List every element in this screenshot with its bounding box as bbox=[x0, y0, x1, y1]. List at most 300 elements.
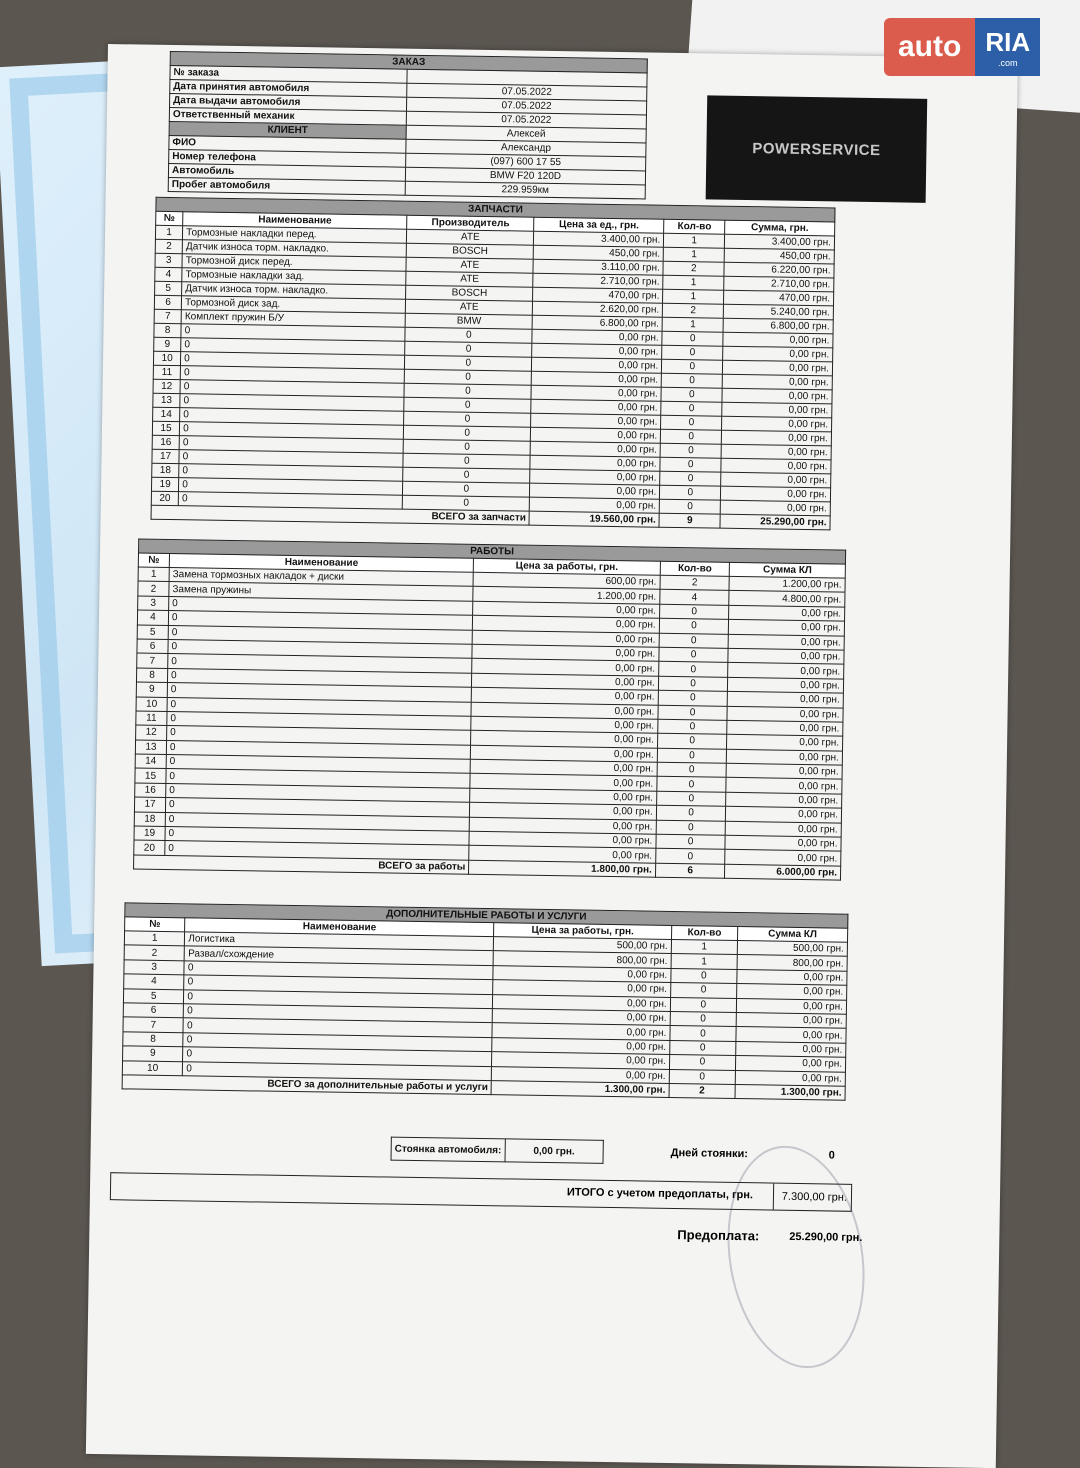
table-cell: ATE bbox=[406, 271, 533, 287]
table-cell: 0 bbox=[403, 481, 530, 497]
table-cell: 5.240,00 грн. bbox=[724, 304, 834, 320]
table-cell: ATE bbox=[406, 299, 533, 315]
table-cell: 0 bbox=[404, 411, 531, 427]
table-cell: 500,00 грн. bbox=[494, 937, 672, 954]
table-cell: 0 bbox=[180, 380, 404, 398]
table-cell: 5 bbox=[137, 625, 168, 640]
table-cell: 0 bbox=[656, 820, 726, 835]
table-cell: 0,00 грн. bbox=[470, 788, 657, 805]
table-cell: 0 bbox=[661, 429, 722, 444]
prepay-label: Предоплата: bbox=[677, 1227, 760, 1244]
extra-total-label: ВСЕГО за дополнительные работы и услуги bbox=[122, 1075, 492, 1095]
table-cell: 0,00 грн. bbox=[722, 374, 832, 390]
table-cell: 5 bbox=[123, 988, 184, 1003]
col-header: Кол-во bbox=[660, 561, 730, 576]
mechanic-name: Алексей bbox=[406, 125, 646, 143]
table-cell: 0 bbox=[670, 1011, 736, 1026]
col-header: Наименование bbox=[183, 212, 407, 230]
table-cell: 0,00 грн. bbox=[728, 691, 844, 707]
table-cell: 1 bbox=[663, 247, 724, 262]
table-cell: 0,00 грн. bbox=[728, 663, 844, 679]
table-cell: 0 bbox=[659, 499, 720, 514]
table-cell: 0 bbox=[662, 345, 723, 360]
client-label: Пробег автомобиля bbox=[168, 177, 405, 195]
table-cell: 0,00 грн. bbox=[471, 745, 658, 762]
table-cell: 19 bbox=[151, 477, 178, 491]
watermark-ria-sub: .com bbox=[997, 57, 1018, 68]
col-header: Цена за работы, грн. bbox=[474, 558, 661, 575]
table-cell: 0 bbox=[661, 387, 722, 402]
table-cell: 0 bbox=[167, 711, 472, 730]
client-label: Автомобиль bbox=[168, 163, 405, 181]
col-header: Цена за ед., грн. bbox=[534, 217, 664, 233]
table-cell: 0 bbox=[179, 450, 403, 468]
works-total-price: 1.800,00 грн. bbox=[469, 860, 656, 877]
table-cell: 0,00 грн. bbox=[721, 444, 831, 460]
table-cell: 0,00 грн. bbox=[473, 601, 660, 618]
table-cell: 16 bbox=[135, 783, 166, 798]
client-label: ФИО bbox=[169, 135, 406, 153]
table-cell: 0 bbox=[669, 1055, 735, 1070]
powerservice-logo: POWERSERVICE bbox=[706, 95, 928, 202]
watermark-ria-text: RIA bbox=[985, 26, 1031, 57]
table-cell: 0,00 грн. bbox=[721, 486, 831, 502]
table-cell: 0,00 грн. bbox=[469, 831, 656, 848]
table-cell: 4 bbox=[124, 974, 185, 989]
table-cell: 0,00 грн. bbox=[721, 458, 831, 474]
table-cell: 0 bbox=[166, 755, 471, 774]
table-cell: 0,00 грн. bbox=[531, 413, 661, 429]
table-cell: 0,00 грн. bbox=[726, 763, 842, 779]
table-cell: 0 bbox=[404, 425, 531, 441]
table-cell: 0 bbox=[656, 805, 726, 820]
col-header: Цена за работы, грн. bbox=[494, 923, 672, 940]
table-cell: 0 bbox=[657, 748, 727, 763]
table-cell: 8 bbox=[154, 323, 181, 337]
table-cell: 470,00 грн. bbox=[533, 287, 663, 303]
table-cell: 2.710,00 грн. bbox=[533, 273, 663, 289]
table-cell: 0 bbox=[184, 1004, 493, 1023]
table-cell: 0 bbox=[670, 1026, 736, 1041]
table-cell: 0 bbox=[660, 471, 721, 486]
table-cell: 7 bbox=[123, 1017, 184, 1032]
table-cell: 0,00 грн. bbox=[532, 343, 662, 359]
table-cell: Датчик износа торм. накладко. bbox=[182, 282, 406, 300]
table-cell: Комплект пружин Б/У bbox=[181, 310, 405, 328]
table-cell: 0 bbox=[167, 697, 472, 716]
table-cell: 6.800,00 грн. bbox=[723, 318, 833, 334]
table-cell: 0 bbox=[403, 495, 530, 511]
table-cell: 0 bbox=[405, 327, 532, 343]
table-cell: 0 bbox=[662, 331, 723, 346]
table-cell: 0 bbox=[167, 726, 472, 745]
table-cell: 0 bbox=[167, 668, 472, 687]
table-cell: 0,00 грн. bbox=[736, 1012, 846, 1028]
table-cell: 13 bbox=[153, 393, 180, 407]
table-cell: 7 bbox=[137, 653, 168, 668]
works-total-label: ВСЕГО за работы bbox=[134, 855, 469, 875]
table-cell: 0,00 грн. bbox=[727, 706, 843, 722]
table-cell: 0,00 грн. bbox=[472, 630, 659, 647]
table-cell: 0,00 грн. bbox=[737, 984, 847, 1000]
table-cell: 0 bbox=[670, 997, 736, 1012]
col-header: Наименование bbox=[185, 918, 494, 937]
parts-table bbox=[151, 197, 836, 531]
order-label: Дата принятия автомобиля bbox=[170, 79, 407, 97]
table-cell: 1 bbox=[671, 954, 737, 969]
table-cell: Замена тормозных накладок + диски bbox=[169, 568, 474, 587]
table-cell: 0,00 грн. bbox=[531, 399, 661, 415]
days-value: 0 bbox=[828, 1149, 835, 1162]
table-cell: 0 bbox=[403, 439, 530, 455]
table-cell: 0,00 грн. bbox=[472, 644, 659, 661]
autoria-watermark bbox=[884, 18, 1074, 76]
table-cell: 0,00 грн. bbox=[726, 792, 842, 808]
table-cell: 0,00 грн. bbox=[737, 969, 847, 985]
order-table bbox=[168, 51, 648, 199]
table-cell: 0,00 грн. bbox=[729, 605, 845, 621]
table-cell: 0,00 грн. bbox=[473, 615, 660, 632]
table-cell: 0 bbox=[179, 478, 403, 496]
table-cell: 0,00 грн. bbox=[530, 441, 660, 457]
order-value: 07.05.2022 bbox=[406, 111, 646, 129]
table-cell: 15 bbox=[135, 768, 166, 783]
table-cell: 0 bbox=[659, 618, 729, 633]
extra-total-price: 1.300,00 грн. bbox=[491, 1081, 669, 1098]
table-cell: 1 bbox=[663, 275, 724, 290]
table-cell: 0,00 грн. bbox=[532, 329, 662, 345]
col-header: Кол-во bbox=[671, 925, 737, 940]
table-cell: 0,00 грн. bbox=[492, 1023, 670, 1040]
table-cell: Тормозной диск зад. bbox=[181, 296, 405, 314]
table-cell: 0,00 грн. bbox=[723, 360, 833, 376]
table-cell: 0,00 грн. bbox=[721, 472, 831, 488]
table-cell: 0,00 грн. bbox=[493, 980, 671, 997]
table-cell: 9 bbox=[123, 1046, 184, 1061]
table-cell: 0,00 грн. bbox=[720, 500, 830, 516]
table-cell: 20 bbox=[134, 840, 165, 855]
table-cell: 0 bbox=[657, 734, 727, 749]
table-cell: 0,00 грн. bbox=[493, 965, 671, 982]
table-cell: 0 bbox=[659, 633, 729, 648]
table-cell: 13 bbox=[135, 740, 166, 755]
table-cell: 0 bbox=[660, 443, 721, 458]
table-cell: 0 bbox=[183, 1061, 492, 1080]
table-cell: 0 bbox=[169, 596, 474, 615]
table-cell: 2 bbox=[660, 575, 730, 590]
table-cell: ATE bbox=[407, 229, 534, 245]
table-cell: 3.400,00 грн. bbox=[534, 231, 664, 247]
grand-total-label: ИТОГО с учетом предоплаты, грн. bbox=[566, 1186, 754, 1202]
table-cell: 0 bbox=[670, 983, 736, 998]
table-cell: 0 bbox=[661, 415, 722, 430]
table-cell: 0 bbox=[661, 373, 722, 388]
table-cell: 0,00 грн. bbox=[736, 1027, 846, 1043]
table-cell: 0,00 грн. bbox=[728, 634, 844, 650]
table-cell: 0,00 грн. bbox=[492, 1037, 670, 1054]
table-cell: Замена пружины bbox=[169, 582, 474, 601]
table-cell: BMW bbox=[405, 313, 532, 329]
table-cell: 0,00 грн. bbox=[723, 346, 833, 362]
table-cell: 4 bbox=[137, 610, 168, 625]
table-cell: 0,00 грн. bbox=[726, 778, 842, 794]
client-title: КЛИЕНТ bbox=[169, 121, 406, 139]
table-cell: 17 bbox=[152, 449, 179, 463]
table-cell: 0 bbox=[180, 408, 404, 426]
table-cell: 0 bbox=[178, 492, 402, 510]
table-cell: 3 bbox=[124, 960, 185, 975]
table-cell: 2 bbox=[155, 239, 182, 253]
table-cell: 0 bbox=[656, 791, 726, 806]
table-cell: 16 bbox=[152, 435, 179, 449]
table-cell: 0,00 грн. bbox=[532, 371, 662, 387]
table-cell: 0 bbox=[183, 1018, 492, 1037]
table-cell: 0,00 грн. bbox=[530, 497, 660, 513]
table-cell: 8 bbox=[136, 668, 167, 683]
table-cell: 0 bbox=[658, 690, 728, 705]
table-cell: 6.800,00 грн. bbox=[532, 315, 662, 331]
table-cell: Тормозной диск перед. bbox=[182, 254, 406, 272]
table-cell: 0 bbox=[658, 662, 728, 677]
table-cell: 0,00 грн. bbox=[470, 774, 657, 791]
client-value: 229.959км bbox=[405, 181, 645, 199]
table-cell: 450,00 грн. bbox=[534, 245, 664, 261]
order-title: ЗАКАЗ bbox=[170, 51, 647, 72]
table-cell: 0 bbox=[660, 485, 721, 500]
grand-total-value: 7.300,00 грн. bbox=[773, 1184, 848, 1211]
parts-total-label: ВСЕГО за запчасти bbox=[151, 505, 530, 525]
table-cell: 6 bbox=[154, 295, 181, 309]
table-cell: 470,00 грн. bbox=[724, 290, 834, 306]
table-cell: 18 bbox=[152, 463, 179, 477]
extra-title: ДОПОЛНИТЕЛЬНЫЕ РАБОТЫ И УСЛУГИ bbox=[125, 903, 848, 928]
table-cell: 4 bbox=[660, 590, 730, 605]
table-cell: 11 bbox=[136, 711, 167, 726]
table-cell: 0,00 грн. bbox=[725, 850, 841, 866]
table-cell: 0,00 грн. bbox=[723, 332, 833, 348]
table-cell: 0 bbox=[167, 683, 472, 702]
table-cell: 1 bbox=[155, 225, 182, 239]
client-value: (097) 600 17 55 bbox=[406, 153, 646, 171]
table-cell: 0 bbox=[179, 464, 403, 482]
table-cell: 0 bbox=[181, 324, 405, 342]
works-table bbox=[133, 539, 846, 881]
table-cell: 1 bbox=[664, 233, 725, 248]
table-cell: 0,00 грн. bbox=[725, 835, 841, 851]
col-header: № bbox=[125, 917, 186, 932]
col-header: № bbox=[138, 553, 169, 567]
table-cell: 0 bbox=[184, 975, 493, 994]
table-cell: 0,00 грн. bbox=[531, 385, 661, 401]
table-cell: 0 bbox=[405, 341, 532, 357]
table-cell: 0,00 грн. bbox=[472, 673, 659, 690]
table-cell: 9 bbox=[136, 682, 167, 697]
col-header: № bbox=[156, 211, 183, 225]
days-label: Дней стоянки: bbox=[670, 1146, 749, 1161]
extra-total-sum: 1.300,00 грн. bbox=[735, 1084, 845, 1100]
parts-total-price: 19.560,00 грн. bbox=[529, 511, 659, 527]
table-cell: 1 bbox=[663, 289, 724, 304]
table-cell: 19 bbox=[134, 826, 165, 841]
table-cell: 0,00 грн. bbox=[472, 659, 659, 676]
table-cell: 0 bbox=[180, 366, 404, 384]
table-cell: 0 bbox=[659, 604, 729, 619]
extra-total-qty: 2 bbox=[669, 1083, 735, 1098]
table-cell: 0 bbox=[183, 1033, 492, 1052]
table-cell: 0 bbox=[662, 359, 723, 374]
client-value: Александр bbox=[406, 139, 646, 157]
table-cell: 12 bbox=[153, 379, 180, 393]
table-cell: 3.400,00 грн. bbox=[725, 234, 835, 250]
invoice-sheet bbox=[86, 44, 1018, 1468]
table-cell: 0 bbox=[179, 422, 403, 440]
order-value: 07.05.2022 bbox=[407, 83, 647, 101]
table-cell: 0 bbox=[403, 467, 530, 483]
table-cell: Логистика bbox=[185, 932, 494, 951]
works-total-sum: 6.000,00 грн. bbox=[725, 864, 841, 880]
table-cell: 0,00 грн. bbox=[530, 469, 660, 485]
table-cell: 7 bbox=[154, 309, 181, 323]
table-cell: 3 bbox=[138, 596, 169, 611]
table-cell: 2 bbox=[663, 261, 724, 276]
table-cell: 0 bbox=[656, 834, 726, 849]
table-cell: 2.710,00 грн. bbox=[724, 276, 834, 292]
col-header: Кол-во bbox=[664, 219, 725, 234]
table-cell: 800,00 грн. bbox=[737, 955, 847, 971]
table-cell: Тормозные накладки перед. bbox=[183, 226, 407, 244]
table-cell: 0 bbox=[404, 369, 531, 385]
table-cell: 17 bbox=[134, 797, 165, 812]
table-cell: 0,00 грн. bbox=[729, 619, 845, 635]
table-cell: 0,00 грн. bbox=[725, 821, 841, 837]
table-cell: 0 bbox=[165, 841, 470, 860]
table-cell: 0,00 грн. bbox=[531, 427, 661, 443]
table-cell: 0 bbox=[165, 812, 470, 831]
table-cell: 6 bbox=[137, 639, 168, 654]
table-cell: 0,00 грн. bbox=[530, 455, 660, 471]
table-cell: 0 bbox=[181, 352, 405, 370]
table-cell: 4.800,00 грн. bbox=[729, 591, 845, 607]
table-cell: 0 bbox=[184, 989, 493, 1008]
table-cell: 10 bbox=[136, 697, 167, 712]
table-cell: BOSCH bbox=[406, 285, 533, 301]
table-cell: 10 bbox=[122, 1060, 183, 1075]
table-cell: 0,00 грн. bbox=[722, 416, 832, 432]
order-label: Ответственный механик bbox=[169, 107, 406, 125]
table-cell: 0 bbox=[168, 654, 473, 673]
table-cell: 0 bbox=[168, 639, 473, 658]
table-cell: 9 bbox=[154, 337, 181, 351]
table-cell: 1.200,00 грн. bbox=[729, 576, 845, 592]
table-cell: 0 bbox=[669, 1040, 735, 1055]
table-cell: 8 bbox=[123, 1032, 184, 1047]
table-cell: 0,00 грн. bbox=[471, 716, 658, 733]
watermark-ria bbox=[975, 18, 1040, 76]
parts-total-qty: 9 bbox=[659, 513, 720, 528]
table-cell: 0,00 грн. bbox=[471, 687, 658, 704]
col-header: Сумма КЛ bbox=[730, 562, 846, 578]
table-cell: 0,00 грн. bbox=[735, 1056, 845, 1072]
table-cell: 0 bbox=[660, 457, 721, 472]
table-cell: 0,00 грн. bbox=[726, 807, 842, 823]
table-cell: 0 bbox=[658, 705, 728, 720]
parts-total-sum: 25.290,00 грн. bbox=[720, 514, 830, 530]
table-cell: 0,00 грн. bbox=[735, 1070, 845, 1086]
table-cell: 15 bbox=[152, 421, 179, 435]
table-cell: 0,00 грн. bbox=[469, 817, 656, 834]
table-cell: 0,00 грн. bbox=[736, 1041, 846, 1057]
table-cell: 2 bbox=[663, 303, 724, 318]
parking-value: 0,00 грн. bbox=[505, 1139, 604, 1164]
signature-scribble bbox=[712, 1136, 880, 1378]
table-cell: 3 bbox=[155, 253, 182, 267]
parking-box bbox=[390, 1137, 603, 1164]
table-cell: 0 bbox=[658, 676, 728, 691]
parking-label: Стоянка автомобиля: bbox=[391, 1137, 505, 1162]
table-cell: 0 bbox=[183, 1047, 492, 1066]
table-cell: 0 bbox=[669, 1069, 735, 1084]
client-value: BMW F20 120D bbox=[405, 167, 645, 185]
table-cell: 0 bbox=[168, 625, 473, 644]
table-cell: 0,00 грн. bbox=[727, 735, 843, 751]
table-cell: 0 bbox=[168, 611, 473, 630]
table-cell: ATE bbox=[406, 257, 533, 273]
table-cell: 5 bbox=[155, 281, 182, 295]
table-cell: 0,00 грн. bbox=[530, 483, 660, 499]
col-header: Наименование bbox=[169, 554, 473, 573]
table-cell: Развал/схождение bbox=[185, 946, 494, 965]
col-header: Производитель bbox=[407, 215, 534, 231]
prepay-value: 25.290,00 грн. bbox=[789, 1230, 863, 1244]
works-total-qty: 6 bbox=[655, 863, 725, 878]
table-cell: 0,00 грн. bbox=[470, 759, 657, 776]
table-cell: 0,00 грн. bbox=[470, 803, 657, 820]
table-cell: 14 bbox=[135, 754, 166, 769]
table-cell: 600,00 грн. bbox=[473, 572, 660, 589]
table-cell: 0,00 грн. bbox=[722, 388, 832, 404]
table-cell: 0 bbox=[180, 394, 404, 412]
table-cell: 11 bbox=[153, 365, 180, 379]
table-cell: 0 bbox=[403, 453, 530, 469]
table-cell: 0 bbox=[404, 383, 531, 399]
order-label: Дата выдачи автомобиля bbox=[170, 93, 407, 111]
table-cell: 6 bbox=[123, 1003, 184, 1018]
watermark-auto: auto bbox=[884, 18, 975, 76]
table-cell: 0 bbox=[657, 777, 727, 792]
client-label: Номер телефона bbox=[169, 149, 406, 167]
table-cell: 14 bbox=[153, 407, 180, 421]
order-value: 07.05.2022 bbox=[406, 97, 646, 115]
table-cell: 6.220,00 грн. bbox=[724, 262, 834, 278]
parts-title: ЗАПЧАСТИ bbox=[156, 197, 835, 222]
table-cell: 0,00 грн. bbox=[728, 648, 844, 664]
table-cell: 20 bbox=[151, 491, 178, 505]
table-cell: 0 bbox=[671, 968, 737, 983]
table-cell: 0,00 грн. bbox=[471, 702, 658, 719]
table-cell: 18 bbox=[134, 812, 165, 827]
table-cell: 1 bbox=[124, 931, 185, 946]
table-cell: 0 bbox=[404, 397, 531, 413]
table-cell: 2 bbox=[138, 581, 169, 596]
table-cell: 0,00 грн. bbox=[736, 998, 846, 1014]
table-cell: 0,00 грн. bbox=[493, 1009, 671, 1026]
table-cell: 0 bbox=[166, 769, 471, 788]
table-cell: 0 bbox=[166, 740, 471, 759]
table-cell: 0,00 грн. bbox=[722, 402, 832, 418]
table-cell: 450,00 грн. bbox=[724, 248, 834, 264]
table-cell: BOSCH bbox=[406, 243, 533, 259]
table-cell: Датчик износа торм. накладко. bbox=[182, 240, 406, 258]
